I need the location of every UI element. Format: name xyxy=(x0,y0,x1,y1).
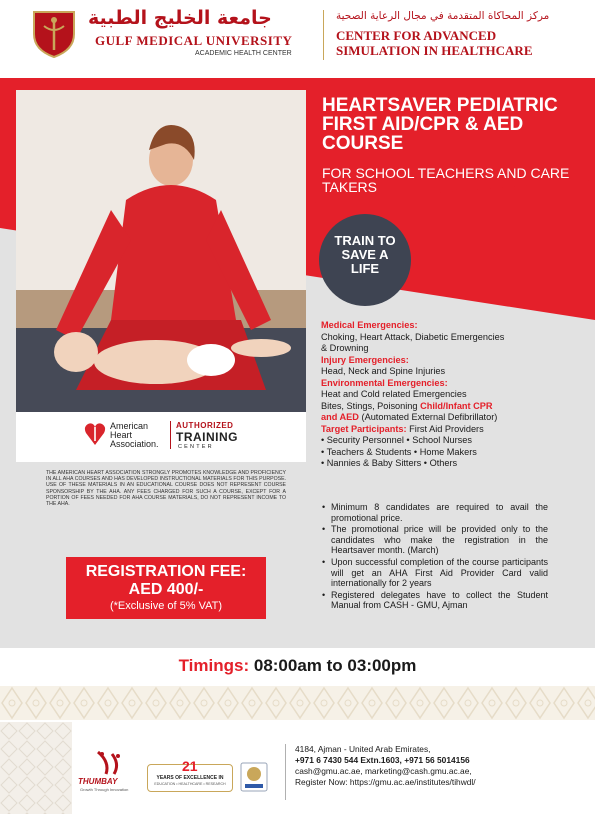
target-bullet-3: • Nannies & Baby Sitters • Others xyxy=(321,458,458,468)
aha-divider xyxy=(170,421,171,449)
authorized-label: AUTHORIZED xyxy=(176,421,234,430)
environmental-heading: Environmental Emergencies: xyxy=(321,377,448,388)
timings xyxy=(0,656,595,676)
register-link[interactable]: Register Now: https://gmu.ac.ae/institutes/tihwdl/ xyxy=(295,777,476,787)
course-subtitle: FOR SCHOOL TEACHERS AND CARE TAKERS xyxy=(322,165,570,195)
years-line1: YEARS OF EXCELLENCE IN xyxy=(156,775,224,781)
center-label: CENTER xyxy=(178,444,214,450)
environmental-text-2 xyxy=(321,401,549,413)
email[interactable]: cash@gmu.ac.ae, marketing@cash.gmu.ac.ae, xyxy=(295,766,472,776)
cpr-training-photo xyxy=(16,90,306,438)
environmental-text-1: Heat and Cold related Emergencies xyxy=(321,389,467,399)
injury-heading: Injury Emergencies: xyxy=(321,354,409,365)
cpr-highlight: Child/Infant CPR xyxy=(420,400,493,411)
environmental-text-2a: Bites, Stings, Poisoning xyxy=(321,400,421,411)
registration-vat-note: (*Exclusive of 5% VAT) xyxy=(109,600,223,612)
note-item: • Minimum 8 candidates are required to avail the promotional price. xyxy=(322,502,548,523)
note-item: • The promotional price will be provided only to the candidates who make the registration in the Heartsaver month. (March) xyxy=(322,524,548,556)
course-title: HEARTSAVER PEDIATRIC FIRST AID/CPR & AED COURSE xyxy=(322,95,558,154)
injury-text: Head, Neck and Spine Injuries xyxy=(321,366,446,376)
center-name-arabic: مركز المحاكاة المتقدمة في مجال الرعاية الصحية xyxy=(336,10,550,22)
header-divider xyxy=(323,10,324,60)
target-text: First Aid Providers xyxy=(406,423,484,434)
target-bullet-2: • Teachers & Students • Home Makers xyxy=(321,446,477,457)
decorative-pattern xyxy=(0,686,595,720)
medical-text-2: & Drowning xyxy=(321,343,369,353)
aha-logo-strip xyxy=(16,412,306,462)
timings-value: 08:00am to 03:00pm xyxy=(249,656,417,675)
footer-divider xyxy=(285,744,286,800)
thumbay-tagline: Growth Through Innovation xyxy=(80,787,129,792)
medical-text-1: Choking, Heart Attack, Diabetic Emergencies xyxy=(321,331,505,342)
timings-label: Timings: xyxy=(178,656,250,675)
aha-heart-icon xyxy=(84,421,106,447)
training-label: TRAINING xyxy=(176,430,238,444)
university-name-arabic: جامعة الخليج الطبية xyxy=(88,7,272,29)
course-notes xyxy=(322,502,548,612)
university-crest-icon xyxy=(32,8,76,58)
thumbay-name: THUMBAY xyxy=(78,777,118,786)
center-name-line2: SIMULATION IN HEALTHCARE xyxy=(336,43,533,58)
note-item: • Upon successful completion of the course participants will get an AHA First Aid Provider Card valid internationally for 2 years xyxy=(322,556,548,589)
accreditation-badge-icon xyxy=(240,762,268,792)
aed-highlight: and AED xyxy=(321,412,359,422)
registration-amount: AED 400/- xyxy=(128,581,204,598)
note-item: • Registered delegates have to collect the Student Manual from CASH - GMU, Ajman xyxy=(322,589,548,611)
registration-label: REGISTRATION FEE: xyxy=(85,563,247,580)
aed-description: (Automated External Defibrillator) xyxy=(358,412,498,422)
aha-disclaimer: THE AMERICAN HEART ASSOCIATION STRONGLY PROMOTES KNOWLEDGE AND PROFICIENCY IN ALL AHA COURSES AND HAS DEVELOPED INSTRUCTIONAL MATERIALS FOR THIS PURPOSE. USE OF THESE MATERIALS IN AN EDUCATIONAL COURSE DOES NOT REPRESENT COURSE SPONSORSHIP BY THE AHA. ANY FEES CHARGED FOR SUCH A COURSE, EXCEPT FOR A PORTION OF FEES NEEDED FOR AHA COURSE MATERIALS, DO NOT REPRESENT INCOME TO THE AHA. xyxy=(46,470,286,508)
university-name: GULF MEDICAL UNIVERSITY xyxy=(95,33,293,48)
years-line2: EDUCATION • HEALTHCARE • RESEARCH xyxy=(154,782,226,786)
train-badge-text: TRAIN TO SAVE A LIFE xyxy=(334,233,396,276)
contact-info xyxy=(295,744,476,788)
phone[interactable]: +971 6 7430 544 Extn.1603, +971 56 5014156 xyxy=(295,755,470,765)
footer-pattern xyxy=(0,722,72,814)
university-subtitle: ACADEMIC HEALTH CENTER xyxy=(195,50,292,57)
target-bullet-1: • Security Personnel • School Nurses xyxy=(321,435,472,445)
target-heading: Target Participants: xyxy=(321,423,407,434)
address: 4184, Ajman - United Arab Emirates, xyxy=(295,744,431,754)
course-topics xyxy=(321,320,549,470)
medical-heading: Medical Emergencies: xyxy=(321,320,418,330)
environmental-text-3 xyxy=(321,412,549,424)
years-number: 21 xyxy=(182,758,198,774)
center-name-line1: CENTER FOR ADVANCED xyxy=(336,28,497,43)
aha-name: American Heart Association. xyxy=(110,421,159,449)
